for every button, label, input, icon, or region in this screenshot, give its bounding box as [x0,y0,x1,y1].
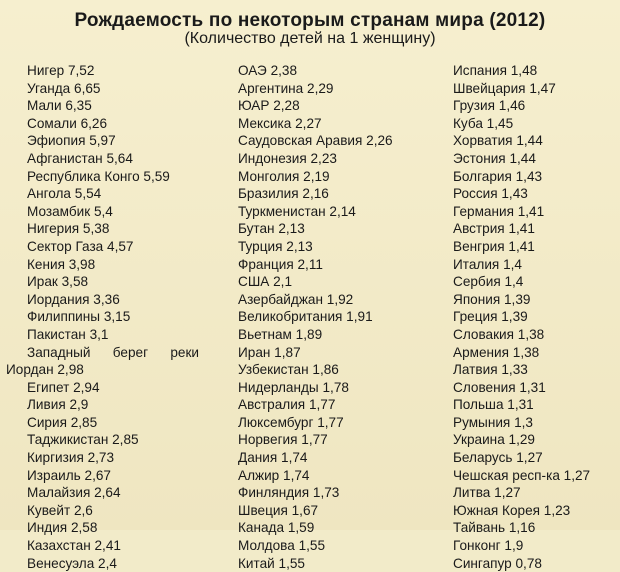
country-entry: Эфиопия 5,97 [27,133,116,149]
page-title: Рождаемость по некоторым странам мира (2012) [74,10,546,31]
country-entry: Норвегия 1,77 [238,432,328,448]
country-entry: Литва 1,27 [453,485,521,501]
country-entry: Мексика 2,27 [238,115,322,131]
country-entry: Туркменистан 2,14 [238,203,356,219]
country-entry: Латвия 1,33 [453,362,528,378]
country-entry: Алжир 1,74 [238,467,310,483]
country-entry: Афганистан 5,64 [27,150,133,166]
country-entry: Румыния 1,3 [453,414,533,430]
country-entry: Армения 1,38 [453,344,540,360]
country-entry: Пакистан 3,1 [27,326,109,342]
country-entry: Украина 1,29 [453,432,535,448]
country-entry: Саудовская Аравия 2,26 [238,133,393,149]
country-list-column-2 [238,62,443,572]
country-entry: Сомали 6,26 [27,115,108,131]
country-entry: Франция 2,11 [238,256,323,272]
country-entry: Бразилия 2,16 [238,186,329,202]
country-entry: Словения 1,31 [453,379,546,395]
country-entry: Ирак 3,58 [27,274,89,290]
country-entry: Таджикистан 2,85 [27,432,139,448]
country-entry: Великобритания 1,91 [238,309,373,325]
country-entry: Кувейт 2,6 [27,502,93,518]
country-entry: Израиль 2,67 [27,467,111,483]
country-entry: Нигер 7,52 [27,63,95,78]
country-entry: Беларусь 1,27 [453,450,543,466]
country-entry: Гонконг 1,9 [453,538,524,554]
country-entry: Мали 6,35 [27,98,92,114]
country-entry: Грузия 1,46 [453,98,526,114]
country-entry: Турция 2,13 [238,238,313,254]
country-entry: Канада 1,59 [238,520,315,536]
country-entry: Вьетнам 1,89 [238,326,323,342]
country-entry: Индонезия 2,23 [238,150,337,166]
country-entry: Дания 1,74 [238,450,308,466]
country-entry: Узбекистан 1,86 [238,362,339,378]
country-entry: Сингапур 0,78 [453,555,542,571]
country-entry: Швейцария 1,47 [453,80,556,96]
country-list-column-1 [6,62,212,572]
country-entry: ОАЭ 2,38 [238,63,298,78]
country-entry: Мозамбик 5,4 [27,203,113,219]
country-entry: Южная Корея 1,23 [453,502,571,518]
country-entry: Япония 1,39 [453,291,531,307]
country-entry: Австралия 1,77 [238,397,336,413]
country-entry: Уганда 6,65 [27,80,101,96]
country-entry: Киргизия 2,73 [27,450,115,466]
country-entry: Малайзия 2,64 [27,485,121,501]
country-entry: Сектор Газа 4,57 [27,238,134,254]
country-entry: Сербия 1,4 [453,274,524,290]
country-entry: Западный берег реки [27,344,199,360]
country-entry: Венгрия 1,41 [453,238,535,254]
country-entry: Эстония 1,44 [453,150,536,166]
country-entry: Германия 1,41 [453,203,545,219]
country-entry: Россия 1,43 [453,186,528,202]
country-entry: Бутан 2,13 [238,221,305,237]
country-entry: Нигерия 5,38 [27,221,110,237]
country-entry: Люксембург 1,77 [238,414,344,430]
country-entry: Казахстан 2,41 [27,538,121,554]
country-entry: Словакия 1,38 [453,326,545,342]
country-entry: Ливия 2,9 [27,397,89,413]
country-entry: Тайвань 1,16 [453,520,536,536]
country-entry: Аргентина 2,29 [238,80,334,96]
country-entry: Иордан 2,98 [6,362,84,378]
country-entry: Испания 1,48 [453,63,538,78]
country-entry: Иордания 3,36 [27,291,120,307]
country-entry: Республика Конго 5,59 [27,168,170,184]
country-list-column-3 [453,62,618,572]
country-entry: ЮАР 2,28 [238,98,300,114]
country-entry: Индия 2,58 [27,520,98,536]
country-entry: Италия 1,4 [453,256,522,272]
country-entry: Нидерланды 1,78 [238,379,349,395]
country-entry: Филиппины 3,15 [27,309,131,325]
country-entry: Китай 1,55 [238,555,305,571]
country-entry: Молдова 1,55 [238,538,326,554]
country-entry: Болгария 1,43 [453,168,543,184]
country-entry: Кения 3,98 [27,256,96,272]
country-entry: Швеция 1,67 [238,502,319,518]
country-entry: Австрия 1,41 [453,221,535,237]
country-entry: Польша 1,31 [453,397,534,413]
country-entry: Греция 1,39 [453,309,528,325]
country-entry: Сирия 2,85 [27,414,98,430]
country-entry: Финляндия 1,73 [238,485,340,501]
page-subtitle: (Количество детей на 1 женщину) [184,30,436,47]
country-entry: Хорватия 1,44 [453,133,543,149]
country-entry: Египет 2,94 [27,379,100,395]
country-entry: США 2,1 [238,274,293,290]
country-entry: Чешская респ-ка 1,27 [453,467,591,483]
country-entry: Венесуэла 2,4 [27,555,117,571]
country-entry: Монголия 2,19 [238,168,330,184]
country-entry: Куба 1,45 [453,115,514,131]
country-entry: Ангола 5,54 [27,186,102,202]
country-entry: Иран 1,87 [238,344,301,360]
country-entry: Азербайджан 1,92 [238,291,354,307]
